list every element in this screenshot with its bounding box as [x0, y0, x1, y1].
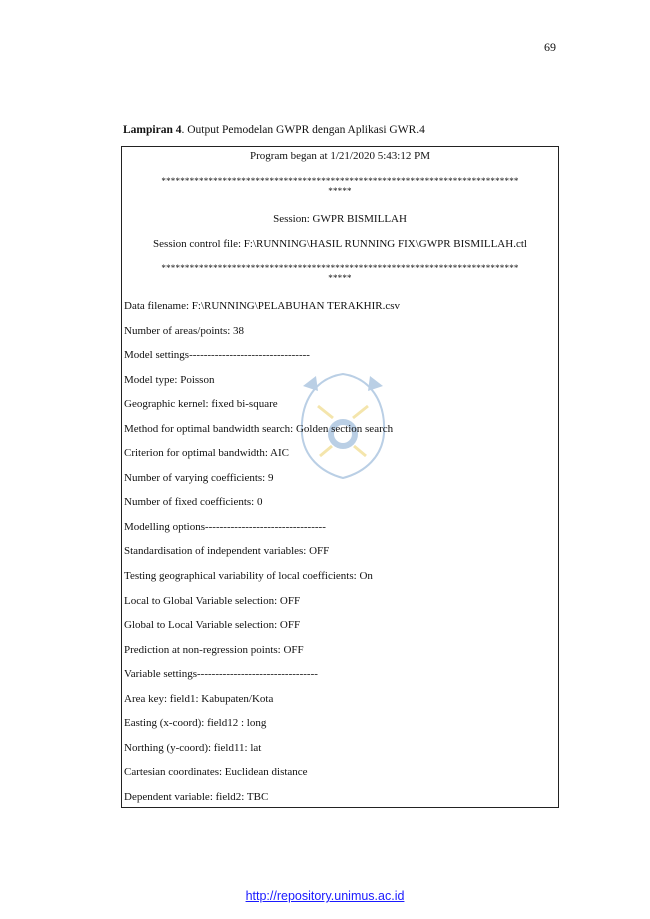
output-line: Standardisation of independent variables: OFF	[124, 545, 330, 557]
output-line: Northing (y-coord): field11: lat	[124, 742, 262, 754]
page-number: 69	[544, 40, 556, 54]
output-line: Data filename: F:\RUNNING\PELABUHAN TERAKHIR.csv	[124, 300, 400, 312]
output-line: Testing geographical variability of local coefficients: On	[124, 570, 373, 582]
output-line: Area key: field1: Kabupaten/Kota	[124, 693, 274, 705]
output-line: Number of varying coefficients: 9	[124, 472, 274, 484]
output-line: Model type: Poisson	[124, 374, 215, 386]
repository-link[interactable]: http://repository.unimus.ac.id	[245, 889, 405, 903]
separator-stars-2-tail: *****	[328, 273, 352, 283]
caption-title: . Output Pemodelan GWPR dengan Aplikasi GWR.4	[181, 124, 425, 136]
output-line: Number of fixed coefficients: 0	[124, 496, 263, 508]
output-line: Cartesian coordinates: Euclidean distance	[124, 766, 308, 778]
caption-label: Lampiran 4	[123, 124, 182, 136]
output-line: Number of areas/points: 38	[124, 325, 245, 337]
output-line: Global to Local Variable selection: OFF	[124, 619, 301, 631]
session-control-line: Session control file: F:\RUNNING\HASIL RUNNING FIX\GWPR BISMILLAH.ctl	[153, 238, 527, 250]
output-line: Dependent variable: field2: TBC	[124, 791, 269, 803]
output-line: Model settings---------------------------------	[124, 349, 310, 361]
output-line: Method for optimal bandwidth search: Golden section search	[124, 423, 394, 435]
output-line: Variable settings---------------------------------	[124, 668, 318, 680]
appendix-caption	[123, 124, 425, 136]
separator-stars-1: ****************************************************************************	[161, 176, 519, 186]
output-line: Local to Global Variable selection: OFF	[124, 595, 301, 607]
output-line: Modelling options---------------------------------	[124, 521, 326, 533]
separator-stars-2: ****************************************************************************	[161, 263, 519, 273]
session-line: Session: GWPR BISMILLAH	[273, 213, 407, 225]
output-line: Prediction at non-regression points: OFF	[124, 644, 304, 656]
output-line: Criterion for optimal bandwidth: AIC	[124, 447, 289, 459]
output-line: Geographic kernel: fixed bi-square	[124, 398, 278, 410]
separator-stars-1-tail: *****	[328, 186, 352, 196]
output-line: Easting (x-coord): field12 : long	[124, 717, 267, 729]
program-began-line: Program began at 1/21/2020 5:43:12 PM	[250, 150, 430, 162]
gwr-output-box	[121, 146, 559, 808]
